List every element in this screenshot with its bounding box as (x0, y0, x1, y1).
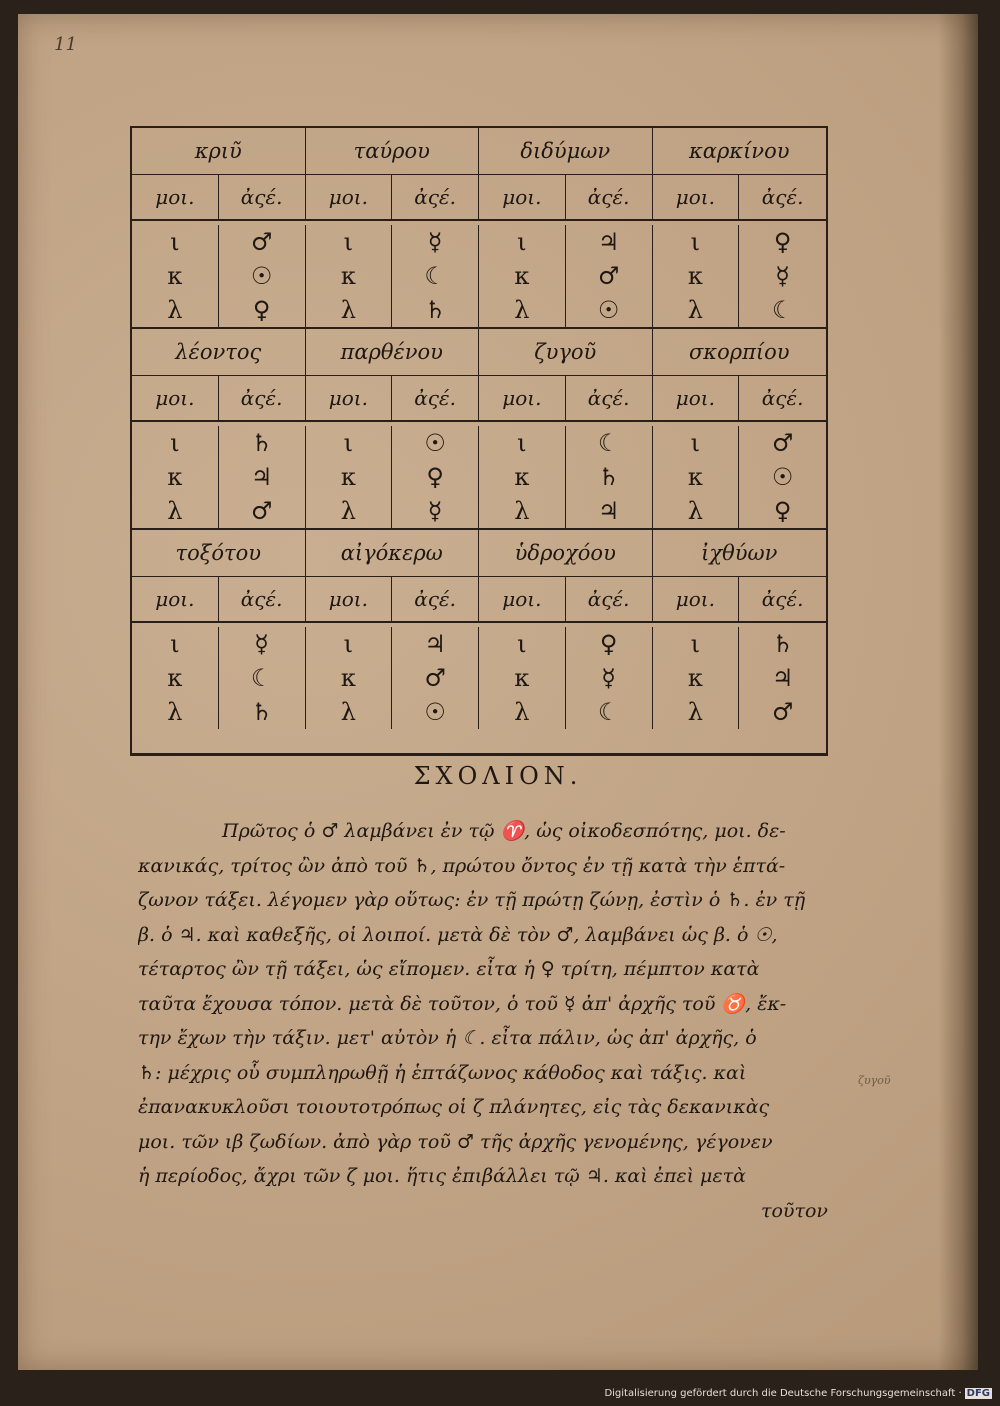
degrees-header: μοι. (653, 376, 740, 420)
table-row (132, 627, 826, 661)
zodiac-sign-header: παρθένου (306, 329, 480, 375)
sign-header-row (132, 329, 826, 376)
text-line: κανικάς, τρίτος ὢν ἀπὸ τοῦ ♄, πρώτου ὄντος ἐν τῇ κατὰ τὴν ἑπτά- (138, 854, 786, 877)
zodiac-sign-header: καρκίνου (689, 139, 790, 163)
degree-cell: κ (306, 460, 393, 494)
text-line: μοι. τῶν ιβ ζωδίων. ἀπὸ γὰρ τοῦ ♂ τῆς ἀρχῆς γενομένης, γέγονεν (138, 1130, 773, 1153)
text-line: Πρῶτος ὁ ♂ λαμβάνει ἐν τῷ ♈, ὡς οἰκοδεσπότης, μοι. δε- (222, 820, 786, 842)
zodiac-sign-header: λέοντος (132, 329, 306, 375)
planet-symbol-cell: ☉ (771, 463, 794, 491)
planet-symbol-cell: ♄ (219, 426, 306, 460)
degree-cell: ι (132, 426, 219, 460)
planet-symbol-cell: ♀ (392, 460, 479, 494)
planet-header: ἀςέ. (761, 185, 804, 209)
zodiac-sign-header: σκορπίου (688, 340, 790, 364)
degree-cell: κ (306, 259, 393, 293)
planet-header: ἀςέ. (761, 386, 804, 410)
table-row (132, 293, 826, 327)
planet-symbol-cell: ♂ (566, 259, 653, 293)
degree-cell: ι (479, 627, 566, 661)
degree-cell: κ (479, 259, 566, 293)
planet-symbol-cell: ☉ (566, 293, 653, 327)
table-block (132, 530, 826, 729)
degree-cell: λ (479, 293, 566, 327)
degree-cell: λ (653, 695, 740, 729)
sign-header-row (132, 128, 826, 175)
planet-header: ἀςέ. (219, 175, 306, 219)
planet-symbol-cell: ☿ (775, 262, 790, 290)
degree-cell: λ (132, 293, 219, 327)
planet-symbol-cell: ♂ (219, 225, 306, 259)
degree-cell: ι (306, 225, 393, 259)
planet-header: ἀςέ. (219, 376, 306, 420)
planet-symbol-cell: ♀ (773, 497, 792, 525)
zodiac-sign-header: ἰχθύων (701, 541, 778, 565)
planet-symbol-cell: ♂ (219, 494, 306, 528)
planet-symbol-cell: ☿ (392, 225, 479, 259)
degrees-header: μοι. (653, 175, 740, 219)
planet-symbol-cell: ☾ (771, 296, 794, 324)
degree-cell: λ (653, 494, 740, 528)
text-line: ἡ περίοδος, ἄχρι τῶν ζ μοι. ἥτις ἐπιβάλλει τῷ ♃. καὶ ἐπεὶ μετὰ (138, 1165, 746, 1187)
degrees-header: μοι. (132, 175, 219, 219)
degree-cell: λ (306, 494, 393, 528)
table-block (132, 329, 826, 530)
degree-cell: κ (653, 259, 740, 293)
planet-symbol-cell: ♃ (219, 460, 306, 494)
zodiac-sign-header: ὑδροχόου (479, 530, 653, 576)
planet-header: ἀςέ. (392, 175, 479, 219)
text-line: ♄: μέχρις οὗ συμπληρωθῇ ἡ ἑπτάζωνος κάθοδος καὶ τάξις. καὶ (138, 1061, 747, 1084)
table-row (132, 695, 826, 729)
sign-header-row (132, 530, 826, 577)
degrees-header: μοι. (479, 376, 566, 420)
planet-header: ἀςέ. (566, 577, 653, 621)
planet-symbol-cell: ♃ (392, 627, 479, 661)
planet-symbol-cell: ♄ (771, 630, 794, 658)
table-row (132, 426, 826, 460)
degree-cell: ι (653, 627, 740, 661)
degrees-header: μοι. (132, 577, 219, 621)
planet-symbol-cell: ♂ (392, 661, 479, 695)
planet-symbol-cell: ♂ (771, 429, 794, 457)
column-header-row (132, 175, 826, 221)
degree-cell: κ (653, 661, 740, 695)
degree-cell: ι (653, 426, 740, 460)
degree-cell: κ (653, 460, 740, 494)
zodiac-sign-header: ζυγοῦ (479, 329, 653, 375)
planet-symbol-cell: ☉ (392, 695, 479, 729)
digitization-credit (604, 1388, 992, 1399)
dfg-logo: DFG (966, 1388, 990, 1399)
decan-table (130, 126, 828, 756)
zodiac-sign-header: κριῦ (132, 128, 306, 174)
text-line: τέταρτος ὢν τῇ τάξει, ὡς εἴπομεν. εἶτα ἡ ♀ τρίτη, πέμπτον κατὰ (138, 958, 760, 980)
planet-symbol-cell: ♃ (566, 494, 653, 528)
degrees-header: μοι. (132, 376, 219, 420)
page-gutter-shadow (938, 14, 978, 1370)
degrees-header: μοι. (479, 577, 566, 621)
degree-cell: κ (132, 259, 219, 293)
degree-cell: ι (479, 225, 566, 259)
table-block (132, 128, 826, 329)
planet-header: ἀςέ. (761, 587, 804, 611)
degree-cell: ι (132, 627, 219, 661)
planet-symbol-cell: ☾ (566, 695, 653, 729)
planet-symbol-cell: ♀ (773, 228, 792, 256)
table-row (132, 460, 826, 494)
zodiac-sign-header: αἰγόκερω (306, 530, 480, 576)
degree-cell: λ (306, 695, 393, 729)
planet-header: ἀςέ. (566, 175, 653, 219)
degree-cell: κ (306, 661, 393, 695)
credit-text: Digitalisierung gefördert durch die Deutsche Forschungsgemeinschaft · (604, 1388, 962, 1399)
degree-cell: κ (132, 661, 219, 695)
degree-cell: ι (132, 225, 219, 259)
text-line: τοῦτον (760, 1199, 828, 1222)
book-page (18, 14, 978, 1370)
degree-cell: ι (653, 225, 740, 259)
zodiac-sign-header: τοξότου (132, 530, 306, 576)
degree-cell: κ (132, 460, 219, 494)
planet-symbol-cell: ♄ (566, 460, 653, 494)
degree-cell: λ (132, 494, 219, 528)
column-header-row (132, 376, 826, 422)
text-line: ζωνον τάξει. λέγομεν γὰρ οὕτως: ἐν τῇ πρώτῃ ζώνῃ, ἐστὶν ὁ ♄. ἐν τῇ (138, 889, 806, 911)
degree-cell: κ (479, 661, 566, 695)
degree-cell: λ (132, 695, 219, 729)
degree-cell: λ (479, 695, 566, 729)
zodiac-sign-header: διδύμων (479, 128, 653, 174)
degrees-header: μοι. (653, 577, 740, 621)
table-row (132, 225, 826, 259)
text-line: την ἔχων τὴν τάξιν. μετ' αὐτὸν ἡ ☾. εἶτα πάλιν, ὡς ἀπ' ἀρχῆς, ὁ (138, 1027, 757, 1049)
degree-cell: κ (479, 460, 566, 494)
column-header-row (132, 577, 826, 623)
body-paragraph (138, 814, 828, 1228)
planet-header: ἀςέ. (392, 376, 479, 420)
degree-cell: ι (479, 426, 566, 460)
planet-symbol-cell: ♂ (771, 698, 794, 726)
zodiac-sign-header: ταύρου (306, 128, 480, 174)
planet-header: ἀςέ. (566, 376, 653, 420)
planet-symbol-cell: ☿ (566, 661, 653, 695)
planet-symbol-cell: ☿ (219, 627, 306, 661)
planet-header: ἀςέ. (392, 577, 479, 621)
degree-cell: ι (306, 627, 393, 661)
degrees-header: μοι. (306, 175, 393, 219)
planet-symbol-cell: ♄ (392, 293, 479, 327)
planet-symbol-cell: ♄ (219, 695, 306, 729)
degree-cell: λ (653, 293, 740, 327)
degrees-header: μοι. (306, 577, 393, 621)
degree-cell: ι (306, 426, 393, 460)
page-number: 11 (54, 34, 77, 55)
planet-symbol-cell: ☾ (566, 426, 653, 460)
planet-symbol-cell: ☉ (392, 426, 479, 460)
degree-cell: λ (306, 293, 393, 327)
margin-annotation: ζυγοῦ (858, 1074, 891, 1087)
table-row (132, 259, 826, 293)
planet-symbol-cell: ☉ (219, 259, 306, 293)
planet-symbol-cell: ☿ (392, 494, 479, 528)
planet-symbol-cell: ♃ (771, 664, 794, 692)
degrees-header: μοι. (479, 175, 566, 219)
degree-cell: λ (479, 494, 566, 528)
table-row (132, 661, 826, 695)
planet-symbol-cell: ♀ (566, 627, 653, 661)
degrees-header: μοι. (306, 376, 393, 420)
section-heading: ΣΧΟΛΙΟΝ. (413, 762, 583, 790)
table-row (132, 494, 826, 528)
text-line: ταῦτα ἔχουσα τόπον. μετὰ δὲ τοῦτον, ὁ τοῦ ☿ ἀπ' ἀρχῆς τοῦ ♉, ἔκ- (138, 992, 787, 1015)
planet-header: ἀςέ. (219, 577, 306, 621)
text-line: β. ὁ ♃. καὶ καθεξῆς, οἱ λοιποί. μετὰ δὲ τὸν ♂, λαμβάνει ὡς β. ὁ ☉, (138, 923, 778, 946)
planet-symbol-cell: ☾ (219, 661, 306, 695)
planet-symbol-cell: ♀ (219, 293, 306, 327)
planet-symbol-cell: ☾ (392, 259, 479, 293)
planet-symbol-cell: ♃ (566, 225, 653, 259)
text-line: ἐπανακυκλοῦσι τοιουτοτρόπως οἱ ζ πλάνητες, εἰς τὰς δεκανικὰς (138, 1096, 770, 1118)
